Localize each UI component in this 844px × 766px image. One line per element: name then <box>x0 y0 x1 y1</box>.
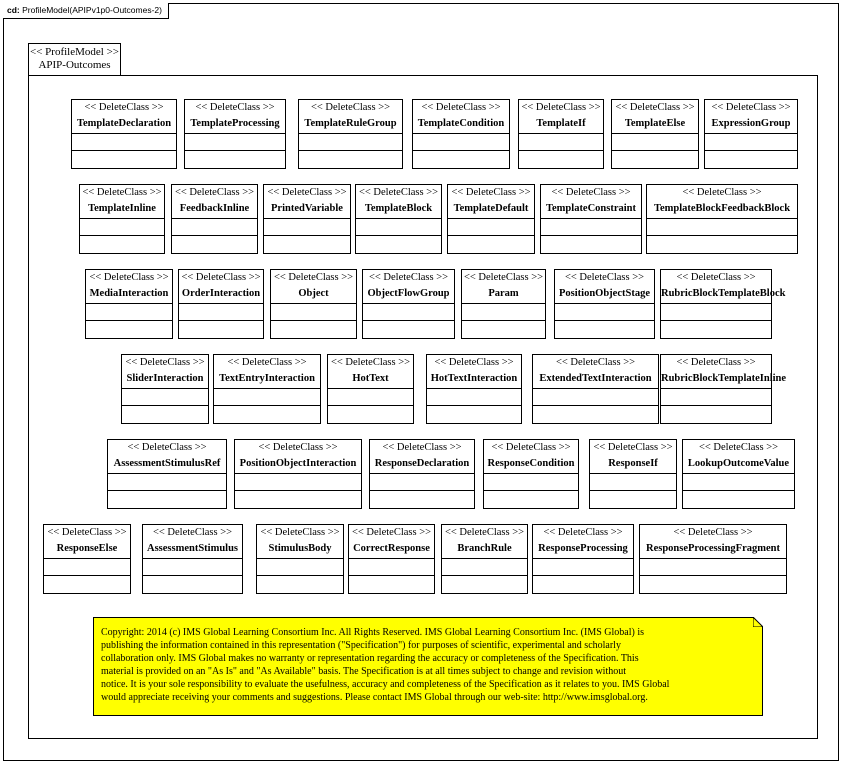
class-name: Object <box>298 288 329 299</box>
class-stereotype: << DeleteClass >> <box>521 102 601 113</box>
class-name: ResponseElse <box>56 543 118 554</box>
class-box[interactable] <box>532 524 634 594</box>
operations-compartment <box>462 320 545 321</box>
attributes-compartment <box>640 558 786 559</box>
class-stereotype: << DeleteClass >> <box>698 442 779 453</box>
operations-compartment <box>108 490 226 491</box>
operations-compartment <box>299 150 402 151</box>
operations-compartment <box>370 490 474 491</box>
class-box[interactable] <box>540 184 642 254</box>
class-stereotype: << DeleteClass >> <box>47 527 127 538</box>
operations-compartment <box>533 575 633 576</box>
class-stereotype: << DeleteClass >> <box>564 272 645 283</box>
class-name: TemplateInline <box>88 203 156 214</box>
attributes-compartment <box>172 218 257 219</box>
class-box[interactable] <box>121 354 209 424</box>
attributes-compartment <box>661 388 771 389</box>
copyright-note[interactable] <box>93 617 763 716</box>
class-stereotype: << DeleteClass >> <box>434 357 514 368</box>
class-stereotype: << DeleteClass >> <box>227 357 307 368</box>
attributes-compartment <box>519 133 603 134</box>
attributes-compartment <box>86 303 172 304</box>
class-box[interactable] <box>348 524 435 594</box>
class-stereotype: << DeleteClass >> <box>673 527 753 538</box>
operations-compartment <box>442 575 527 576</box>
class-stereotype: << DeleteClass >> <box>711 102 791 113</box>
operations-compartment <box>264 235 350 236</box>
attributes-compartment <box>264 218 350 219</box>
class-box[interactable] <box>639 524 787 594</box>
operations-compartment <box>179 320 263 321</box>
class-box[interactable] <box>362 269 455 339</box>
class-stereotype: << DeleteClass >> <box>593 442 673 453</box>
attributes-compartment <box>328 388 413 389</box>
class-name: TemplateRuleGroup <box>304 118 397 129</box>
class-stereotype: << DeleteClass >> <box>82 187 162 198</box>
class-stereotype: << DeleteClass >> <box>195 102 275 113</box>
operations-compartment <box>590 490 676 491</box>
class-name: ExtendedTextInteraction <box>539 373 652 384</box>
class-box[interactable] <box>426 354 522 424</box>
attributes-compartment <box>705 133 797 134</box>
attributes-compartment <box>299 133 402 134</box>
class-box[interactable] <box>256 524 344 594</box>
class-name: PositionObjectStage <box>559 288 650 299</box>
attributes-compartment <box>612 133 698 134</box>
attributes-compartment <box>80 218 164 219</box>
operations-compartment <box>661 405 771 406</box>
operations-compartment <box>122 405 208 406</box>
class-name: SliderInteraction <box>126 373 204 384</box>
class-name: StimulusBody <box>268 543 332 554</box>
operations-compartment <box>555 320 654 321</box>
class-name: ResponseProcessing <box>538 543 628 554</box>
class-box[interactable] <box>518 99 604 169</box>
class-stereotype: << DeleteClass >> <box>555 357 636 368</box>
class-stereotype: << DeleteClass >> <box>491 442 571 453</box>
class-box[interactable] <box>447 184 535 254</box>
class-stereotype: << DeleteClass >> <box>152 527 233 538</box>
class-box[interactable] <box>646 184 798 254</box>
class-name: TemplateCondition <box>417 118 505 129</box>
class-stereotype: << DeleteClass >> <box>273 272 354 283</box>
diagram-kind: cd: <box>7 5 20 15</box>
class-stereotype: << DeleteClass >> <box>676 357 756 368</box>
class-name: BranchRule <box>457 543 512 554</box>
class-stereotype: << DeleteClass >> <box>358 187 439 198</box>
class-name: RubricBlockTemplateInline <box>661 373 787 384</box>
attributes-compartment <box>179 303 263 304</box>
operations-compartment <box>683 490 794 491</box>
attributes-compartment <box>108 473 226 474</box>
operations-compartment <box>214 405 320 406</box>
operations-compartment <box>271 320 356 321</box>
class-box[interactable] <box>71 99 177 169</box>
class-name: ExpressionGroup <box>711 118 791 129</box>
operations-compartment <box>427 405 521 406</box>
operations-compartment <box>647 235 797 236</box>
class-stereotype: << DeleteClass >> <box>89 272 169 283</box>
class-stereotype: << DeleteClass >> <box>444 527 525 538</box>
class-box[interactable] <box>532 354 659 424</box>
class-name: ObjectFlowGroup <box>367 288 450 299</box>
class-name: TemplateElse <box>624 118 686 129</box>
class-name: FeedbackInline <box>179 203 250 214</box>
attributes-compartment <box>143 558 242 559</box>
operations-compartment <box>44 575 130 576</box>
class-stereotype: << DeleteClass >> <box>615 102 695 113</box>
operations-compartment <box>519 150 603 151</box>
class-stereotype: << DeleteClass >> <box>676 272 756 283</box>
class-name: ResponseProcessingFragment <box>646 543 780 554</box>
class-stereotype: << DeleteClass >> <box>260 527 340 538</box>
operations-compartment <box>356 235 441 236</box>
package-stereotype: << ProfileModel >> <box>30 46 119 58</box>
class-box[interactable] <box>369 439 475 509</box>
attributes-compartment <box>72 133 176 134</box>
diagram-title: ProfileModel(APIPv1p0-Outcomes-2) <box>22 5 162 15</box>
class-box[interactable] <box>298 99 403 169</box>
attributes-compartment <box>555 303 654 304</box>
attributes-compartment <box>647 218 797 219</box>
operations-compartment <box>612 150 698 151</box>
class-name: RubricBlockTemplateBlock <box>661 288 786 299</box>
attributes-compartment <box>533 388 658 389</box>
class-name: TemplateBlockFeedbackBlock <box>653 203 791 214</box>
operations-compartment <box>363 320 454 321</box>
attributes-compartment <box>257 558 343 559</box>
attributes-compartment <box>533 558 633 559</box>
class-name: TextEntryInteraction <box>219 373 315 384</box>
attributes-compartment <box>44 558 130 559</box>
operations-compartment <box>72 150 176 151</box>
class-stereotype: << DeleteClass >> <box>125 357 205 368</box>
package-name: APIP-Outcomes <box>38 59 111 71</box>
class-name: CorrectResponse <box>353 543 430 554</box>
attributes-compartment <box>122 388 208 389</box>
operations-compartment <box>86 320 172 321</box>
operations-compartment <box>484 490 578 491</box>
class-box[interactable] <box>441 524 528 594</box>
class-box[interactable] <box>554 269 655 339</box>
class-box[interactable] <box>682 439 795 509</box>
class-name: TemplateDefault <box>453 203 529 214</box>
attributes-compartment <box>214 388 320 389</box>
class-name: TemplateIf <box>536 118 586 129</box>
operations-compartment <box>185 150 285 151</box>
class-box[interactable] <box>79 184 165 254</box>
class-box[interactable] <box>355 184 442 254</box>
class-box[interactable] <box>461 269 546 339</box>
attributes-compartment <box>363 303 454 304</box>
attributes-compartment <box>683 473 794 474</box>
class-box[interactable] <box>611 99 699 169</box>
attributes-compartment <box>235 473 361 474</box>
class-box[interactable] <box>263 184 351 254</box>
class-box[interactable] <box>270 269 357 339</box>
attributes-compartment <box>356 218 441 219</box>
class-stereotype: << DeleteClass >> <box>463 272 544 283</box>
class-box[interactable] <box>178 269 264 339</box>
attributes-compartment <box>442 558 527 559</box>
attributes-compartment <box>349 558 434 559</box>
operations-compartment <box>640 575 786 576</box>
class-box[interactable] <box>234 439 362 509</box>
class-name: ResponseCondition <box>487 458 575 469</box>
class-box[interactable] <box>213 354 321 424</box>
class-name: MediaInteraction <box>89 288 169 299</box>
class-box[interactable] <box>327 354 414 424</box>
class-stereotype: << DeleteClass >> <box>330 357 411 368</box>
class-stereotype: << DeleteClass >> <box>451 187 531 198</box>
class-name: AssessmentStimulusRef <box>113 458 221 469</box>
class-stereotype: << DeleteClass >> <box>174 187 255 198</box>
class-name: AssessmentStimulus <box>146 543 238 554</box>
attributes-compartment <box>413 133 509 134</box>
class-name: HotText <box>352 373 389 384</box>
package-tab[interactable] <box>28 43 121 75</box>
class-name: ResponseIf <box>608 458 658 469</box>
class-stereotype: << DeleteClass >> <box>267 187 347 198</box>
class-name: TemplateProcessing <box>190 118 280 129</box>
class-stereotype: << DeleteClass >> <box>84 102 164 113</box>
operations-compartment <box>172 235 257 236</box>
class-stereotype: << DeleteClass >> <box>368 272 449 283</box>
class-stereotype: << DeleteClass >> <box>421 102 501 113</box>
attributes-compartment <box>462 303 545 304</box>
diagram-frame-tab <box>3 3 169 19</box>
class-name: Param <box>488 288 519 299</box>
class-stereotype: << DeleteClass >> <box>181 272 261 283</box>
class-box[interactable] <box>171 184 258 254</box>
operations-compartment <box>533 405 658 406</box>
operations-compartment <box>143 575 242 576</box>
class-box[interactable] <box>704 99 798 169</box>
class-box[interactable] <box>43 524 131 594</box>
attributes-compartment <box>271 303 356 304</box>
operations-compartment <box>80 235 164 236</box>
class-name: OrderInteraction <box>181 288 261 299</box>
class-stereotype: << DeleteClass >> <box>682 187 762 198</box>
class-box[interactable] <box>142 524 243 594</box>
attributes-compartment <box>541 218 641 219</box>
operations-compartment <box>413 150 509 151</box>
attributes-compartment <box>661 303 771 304</box>
class-stereotype: << DeleteClass >> <box>351 527 432 538</box>
class-box[interactable] <box>589 439 677 509</box>
class-name: TemplateBlock <box>364 203 433 214</box>
operations-compartment <box>448 235 534 236</box>
class-box[interactable] <box>483 439 579 509</box>
attributes-compartment <box>484 473 578 474</box>
operations-compartment <box>328 405 413 406</box>
note-fold-icon <box>753 617 763 627</box>
operations-compartment <box>349 575 434 576</box>
class-stereotype: << DeleteClass >> <box>551 187 631 198</box>
attributes-compartment <box>370 473 474 474</box>
class-box[interactable] <box>184 99 286 169</box>
operations-compartment <box>257 575 343 576</box>
class-stereotype: << DeleteClass >> <box>127 442 207 453</box>
class-box[interactable] <box>107 439 227 509</box>
attributes-compartment <box>590 473 676 474</box>
attributes-compartment <box>427 388 521 389</box>
class-name: TemplateConstraint <box>545 203 637 214</box>
class-name: PositionObjectInteraction <box>239 458 357 469</box>
note-text: Copyright: 2014 (c) IMS Global Learning Consortium Inc. All Rights Reserved. IMS Global Learning Consortium Inc. (IMS Global) is publishing the information contained in this representation ("Specification") for purposes of scientific, experimental and scholarly collaboration only. IMS Global makes no warranty or representation regarding the accuracy or completeness of the Specification. This material is provided on an "As Is" and "As Available" basis. The Specification is at all times subject to change and revision without notice. It is your sole responsibility to evaluate the usefulness, accuracy and completeness of the Specification as it relates to you. IMS Global would appreciate receiving your comments and suggestions. Please contact IMS Global through our web-site: http://www.imsglobal.org. <box>101 627 670 703</box>
class-box[interactable] <box>85 269 173 339</box>
attributes-compartment <box>185 133 285 134</box>
class-name: PrintedVariable <box>271 203 343 214</box>
class-name: ResponseDeclaration <box>374 458 470 469</box>
class-name: LookupOutcomeValue <box>687 458 790 469</box>
class-box[interactable] <box>660 354 787 424</box>
operations-compartment <box>705 150 797 151</box>
class-name: TemplateDeclaration <box>76 118 172 129</box>
class-stereotype: << DeleteClass >> <box>382 442 462 453</box>
class-name: HotTextInteraction <box>430 373 518 384</box>
class-box[interactable] <box>660 269 786 339</box>
class-stereotype: << DeleteClass >> <box>543 527 623 538</box>
class-stereotype: << DeleteClass >> <box>310 102 391 113</box>
operations-compartment <box>661 320 771 321</box>
attributes-compartment <box>448 218 534 219</box>
class-stereotype: << DeleteClass >> <box>258 442 338 453</box>
class-box[interactable] <box>412 99 510 169</box>
operations-compartment <box>541 235 641 236</box>
operations-compartment <box>235 490 361 491</box>
